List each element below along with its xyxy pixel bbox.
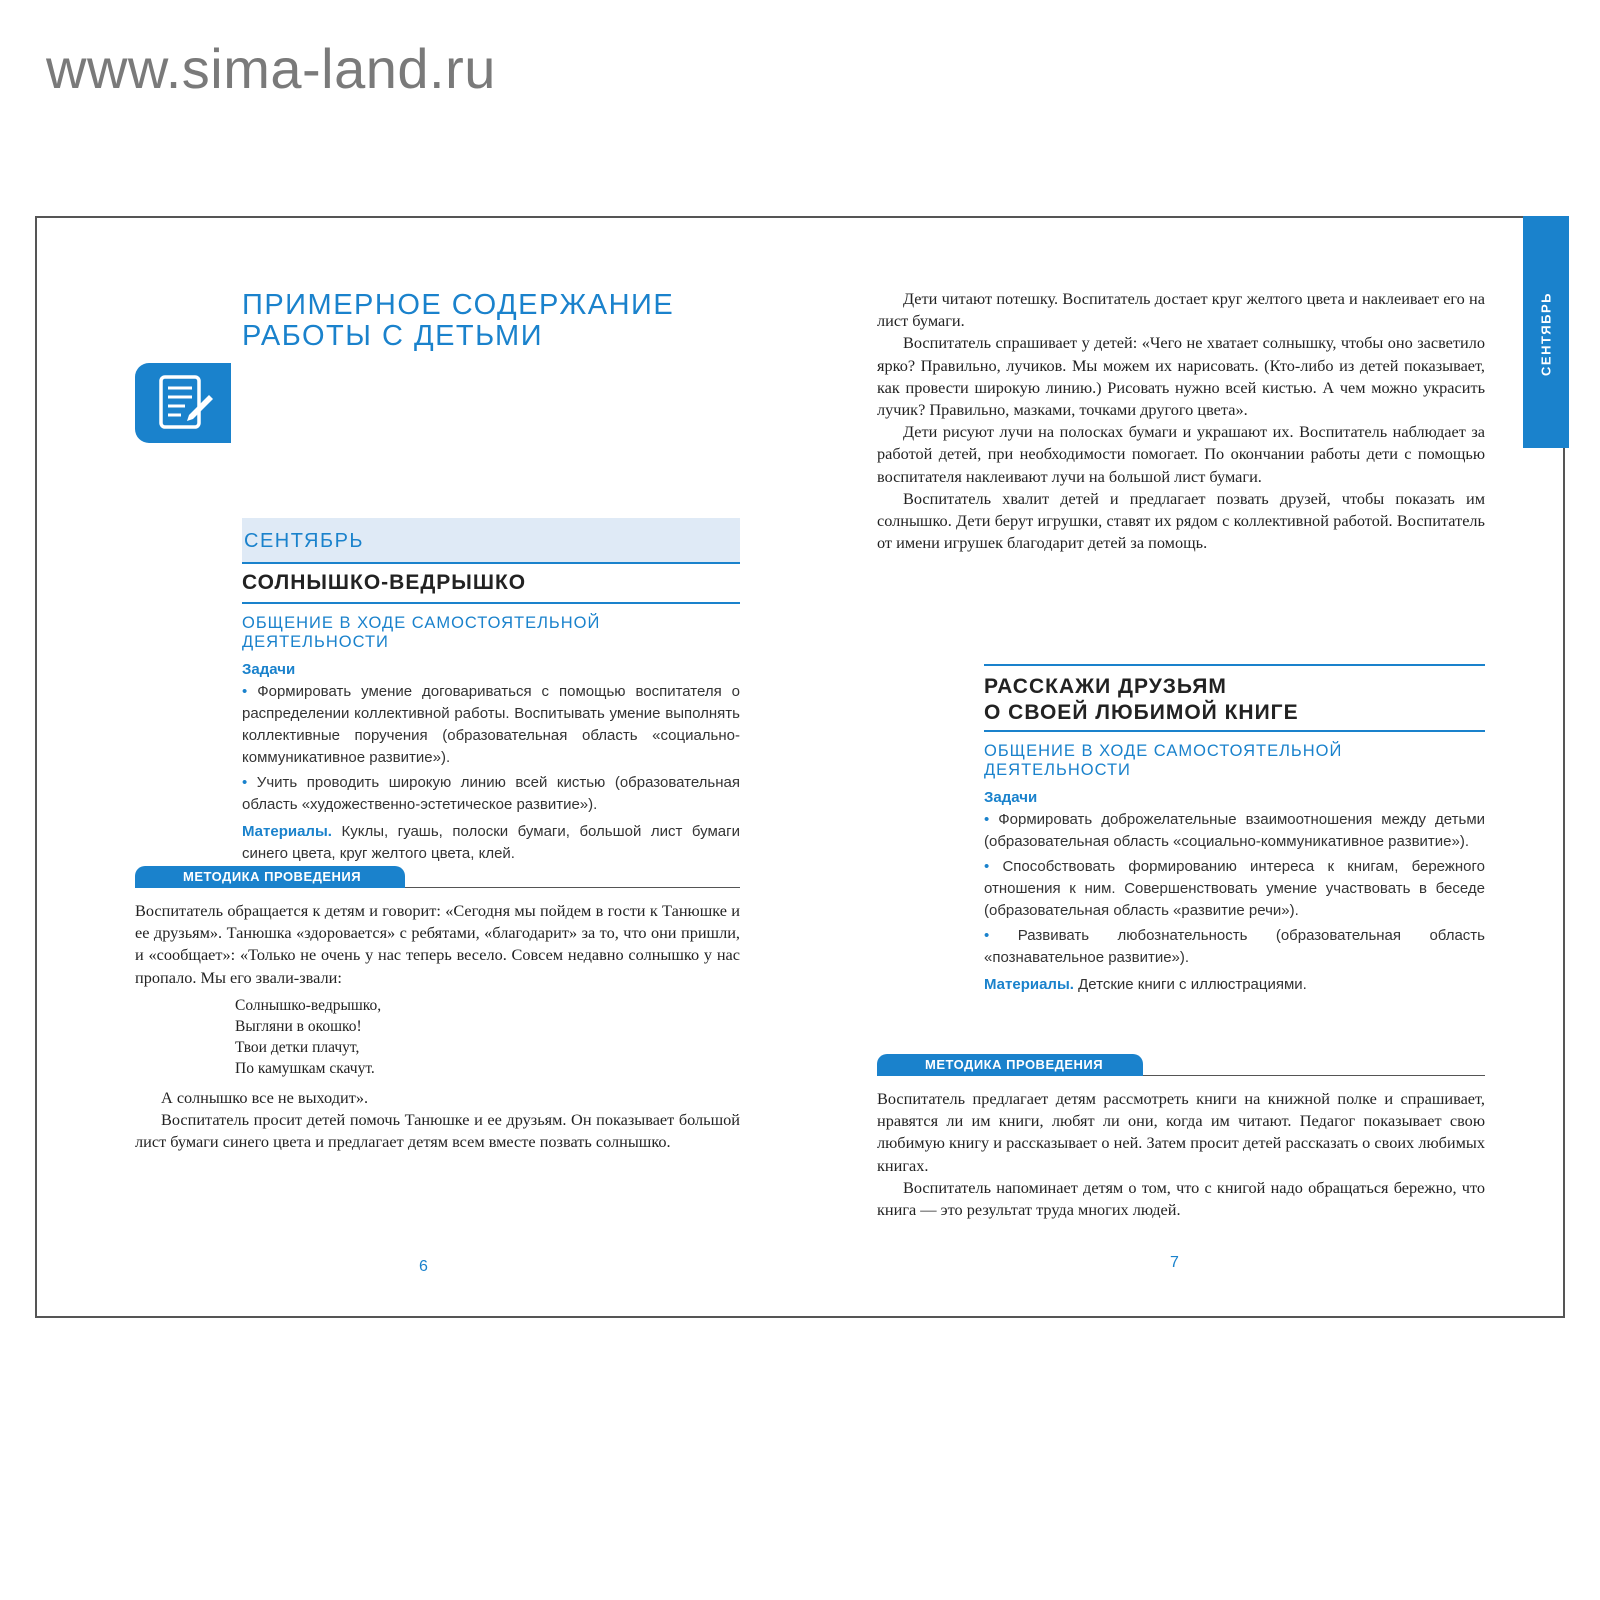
paragraph: Воспитатель хвалит детей и предлагает позвать друзей, чтобы показать им солнышко. Дети берут игрушки, ставят их рядом с коллективной работой. Воспитатель от имени игрушек благодарит детей за помощь.: [877, 488, 1485, 553]
right-page: [802, 218, 1567, 1316]
title-top-rule: [984, 664, 1485, 666]
method-header: [877, 1054, 1485, 1076]
paragraph: Воспитатель напоминает детям о том, что с книгой надо обращаться бережно, что книга — это результат труда многих людей.: [877, 1177, 1485, 1220]
task-item: • Способствовать формированию интереса к книгам, бережного отношения к ним. Совершенствовать умение участвовать в беседе (образовательная область «развитие речи»).: [984, 858, 1485, 919]
side-tab: [1523, 216, 1569, 448]
method-label: МЕТОДИКА ПРОВЕДЕНИЯ: [877, 1054, 1143, 1076]
task-item: • Формировать доброжелательные взаимоотношения между детьми (образовательная область «социально-коммуникативное развитие»).: [984, 811, 1486, 850]
right-top-text: [877, 288, 1485, 554]
method-rule: [405, 887, 740, 888]
paragraph: А солнышко все не выходит».: [161, 1087, 369, 1107]
document-pen-icon: [135, 363, 231, 443]
poem-line: Солнышко-ведрышко,: [235, 996, 382, 1014]
side-tab-label: СЕНТЯБРЬ: [1538, 292, 1554, 376]
method-text-right: [877, 1088, 1485, 1221]
lesson-subhead: ОБЩЕНИЕ В ХОДЕ САМОСТОЯТЕЛЬНОЙ ДЕЯТЕЛЬНОСТИ: [242, 614, 601, 651]
tasks-list: [984, 809, 1485, 996]
paragraph: Дети читают потешку. Воспитатель достает круг желтого цвета и наклеивает его на лист бумаги.: [877, 289, 1485, 331]
tasks-list: [242, 681, 740, 865]
paragraph: Воспитатель просит детей помочь Танюшке и ее друзьям. Он показывает большой лист бумаги синего цвета и предлагает детям всем вместе позвать солнышко.: [135, 1110, 740, 1152]
chapter-title: ПРИМЕРНОЕ СОДЕРЖАНИЕ РАБОТЫ С ДЕТЬМИ: [242, 289, 675, 352]
method-label: МЕТОДИКА ПРОВЕДЕНИЯ: [135, 866, 405, 888]
method-intro: Воспитатель обращается к детям и говорит: «Сегодня мы пойдем в гости к Танюшке и ее друзьям». Танюшка «здоровается» с ребятами, «благодарит» за то, что они пришли, и «сообщает»: «Только не очень у нас теперь весело. Совсем недавно солнышко у нас пропало. Мы его звали-звали:: [135, 901, 740, 987]
month-band: [242, 518, 740, 564]
paragraph: Воспитатель спрашивает у детей: «Чего не хватает солнышку, чтобы оно засветило ярко? Правильно, лучиков. Мы можем их нарисовать. (Кто-либо из детей показывает, как провести широкую линию.) Рисовать нужно всей кистью. А чем можно украсить лучик? Правильно, мазками, точками другого цвета».: [877, 333, 1485, 420]
task-item: • Учить проводить широкую линию всей кистью (образовательная область «художественно-эстетическое развитие»).: [242, 774, 740, 813]
poem-line: По камушкам скачут.: [235, 1059, 375, 1077]
lesson-block-right: [984, 664, 1485, 999]
task-item: • Формировать умение договариваться с помощью воспитателя о распределении коллективной работы. Воспитывать умение выполнять коллективные поручения (образовательная область «социально-коммуникативное развитие»).: [242, 683, 741, 766]
paragraph: Дети рисуют лучи на полосках бумаги и украшают их. Воспитатель наблюдает за работой детей, при необходимости помогает. По окончании работы дети с помощью воспитателя наклеивают лучи на большой лист бумаги.: [877, 422, 1485, 486]
tasks-label: Задачи: [984, 789, 1038, 806]
paragraph: Воспитатель предлагает детям рассмотреть книги на книжной полке и спрашивает, нравятся ли им книги, любят ли они, когда им читают. Педагог показывает свою любимую книгу и рассказывает о ней. Затем просит детей рассказать о своих любимых книгах.: [877, 1089, 1485, 1175]
method-text-left: [135, 900, 740, 1153]
lesson-title: РАССКАЖИ ДРУЗЬЯМ О СВОЕЙ ЛЮБИМОЙ КНИГЕ: [984, 675, 1299, 724]
materials: Материалы. Куклы, гуашь, полоски бумаги, большой лист бумаги синего цвета, круг желтого цвета, клей.: [242, 823, 740, 862]
title-rule: [242, 602, 740, 604]
lesson-subhead: ОБЩЕНИЕ В ХОДЕ САМОСТОЯТЕЛЬНОЙ ДЕЯТЕЛЬНОСТИ: [984, 742, 1343, 779]
book-spread: [35, 216, 1565, 1318]
month-label: СЕНТЯБРЬ: [244, 530, 365, 552]
lesson-block-left: [242, 570, 740, 868]
method-rule: [1143, 1075, 1485, 1076]
lesson-title: СОЛНЫШКО-ВЕДРЫШКО: [242, 571, 527, 594]
page-number: 7: [1170, 1254, 1179, 1271]
task-item: • Развивать любознательность (образовательная область «познавательное развитие»).: [984, 927, 1485, 966]
tasks-label: Задачи: [242, 661, 296, 678]
page-number: 6: [419, 1258, 428, 1275]
watermark: www.sima-land.ru: [46, 37, 496, 100]
method-header: [135, 866, 740, 888]
poem: [235, 995, 740, 1079]
left-page: [37, 218, 802, 1316]
title-rule: [984, 730, 1485, 732]
materials: Материалы. Детские книги с иллюстрациями.: [984, 976, 1307, 993]
poem-line: Выгляни в окошко!: [235, 1017, 362, 1035]
poem-line: Твои детки плачут,: [235, 1038, 360, 1056]
